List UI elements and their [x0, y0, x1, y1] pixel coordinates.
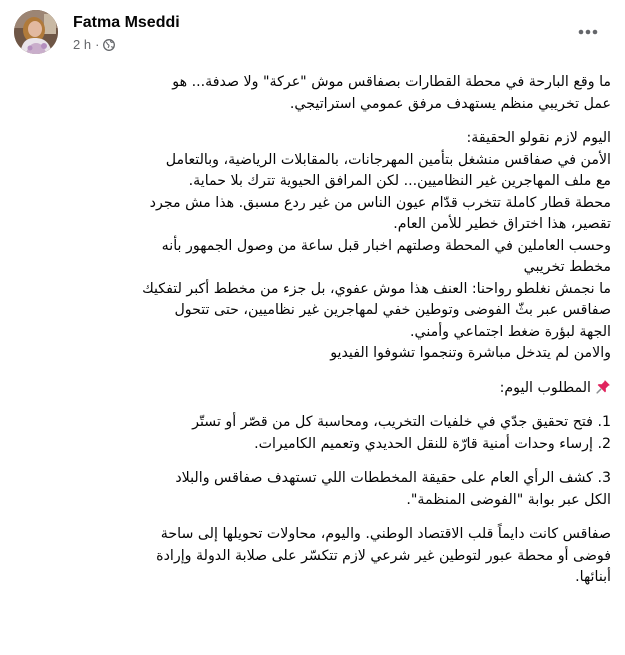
avatar[interactable] — [14, 10, 58, 54]
globe-icon[interactable] — [103, 39, 115, 51]
pushpin-icon — [596, 379, 611, 394]
meta-separator: · — [95, 37, 100, 52]
author-name[interactable]: Fatma Mseddi — [73, 14, 180, 31]
paragraph-truth — [16, 128, 611, 365]
list-item: 2. إرساء وحدات أمنية قارّة للنقل الحديدي وتعميم الكاميرات. — [254, 435, 611, 452]
paragraph-demand-three — [16, 468, 611, 511]
text-line: الأمن في صفاقس منشغل بتأمين المهرجانات، بالمقابلات الرياضية، وبالتعامل — [165, 151, 611, 168]
post-meta — [73, 37, 115, 52]
more-options-button[interactable] — [570, 14, 606, 50]
text-line: مع ملف المهاجرين غير النظاميين... لكن المرافق الحيوية تترك بلا حماية. — [188, 173, 611, 189]
paragraph-intro — [16, 72, 611, 115]
text-line: وحسب العاملين في المحطة وصلتهم اخبار قبل ساعة من وصول الجمهور بأنه — [161, 237, 611, 254]
text-line: ما وقع البارحة في محطة القطارات بصفاقس موش "عركة" ولا صدفة... هو — [172, 74, 611, 90]
text-line: اليوم لازم نقولو الحقيقة: — [466, 130, 611, 146]
paragraph-demands-heading — [16, 378, 611, 400]
paragraph-conclusion — [16, 524, 611, 589]
text-line: أبنائها. — [575, 569, 611, 585]
text-line: فوضى أو محطة عبور لتوطين غير شرعي لازم تتكسّر على صلابة الدولة وإرادة — [156, 547, 611, 564]
text-line: صفاقس عبر بثّ الفوضى وتوطين خفي لمهاجرين غير نظاميين، حتى تتحول — [174, 302, 611, 318]
text-line: محطة قطار كاملة تتخرب قدّام عيون الناس من غير ردع مسبق. هذا مش مجرد — [149, 194, 611, 211]
text-line: تقصير، هذا اختراق خطير للأمن العام. — [393, 216, 611, 232]
list-item: 3. كشف الرأي العام على حقيقة المخططات اللي تستهدف صفاقس والبلاد — [175, 470, 611, 486]
text-line: ما نجمش نغلطو رواحنا: العنف هذا موش عفوي، بل جزء من مخطط أكبر لتفكيك — [142, 280, 611, 297]
text-line: الكل عبر بوابة "الفوضى المنظمة". — [406, 491, 611, 508]
more-horizontal-icon — [578, 29, 598, 35]
post-header — [14, 10, 614, 60]
list-item: 1. فتح تحقيق جدّي في خلفيات التخريب، ومحاسبة كل من قصّر أو تستّر — [192, 414, 611, 430]
paragraph-demands-list — [16, 412, 611, 455]
text-line: والامن لم يتدخل مباشرة وتنجموا تشوفوا الفيديو — [330, 345, 611, 361]
text-line: الجهة لبؤرة ضغط اجتماعي وأمني. — [409, 323, 611, 340]
text-line — [16, 378, 611, 400]
post-text — [16, 72, 611, 602]
text-line: مخطط تخريبي — [523, 259, 611, 275]
demands-heading: المطلوب اليوم: — [499, 379, 591, 396]
text-line: صفاقس كانت دايماً قلب الاقتصاد الوطني. واليوم، محاولات تحويلها إلى ساحة — [160, 526, 611, 542]
post-timestamp[interactable]: 2 h — [73, 37, 92, 52]
text-line: عمل تخريبي منظم يستهدف مرفق عمومي استراتيجي. — [289, 95, 611, 112]
avatar-image — [14, 10, 58, 54]
